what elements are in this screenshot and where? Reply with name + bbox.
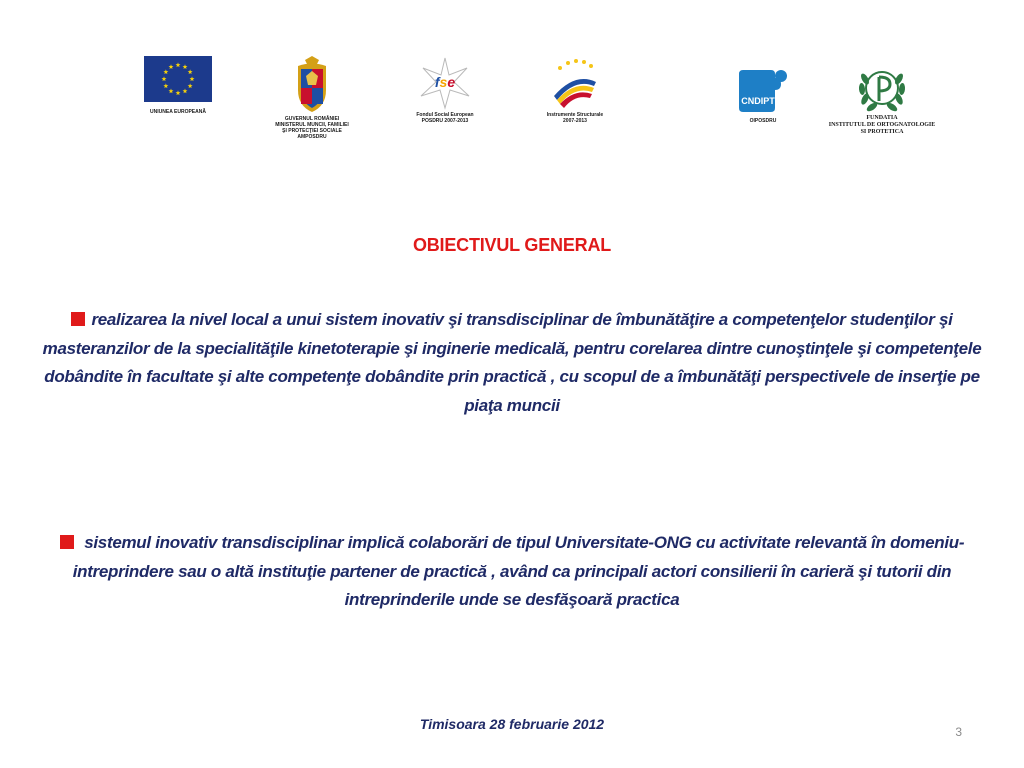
government-caption: GUVERNUL ROMÂNIEI MINISTERUL MUNCII, FAMILIEI ŞI PROTECŢIEI SOCIALE AMPOSDRU [275,116,349,140]
eu-logo [138,56,218,115]
cndipt-logo [733,68,793,124]
fse-caption: Fondul Social European POSDRU 2007-2013 [416,112,474,124]
slide-title: OBIECTIVUL GENERAL [412,235,612,255]
paragraph-2-text: sistemul inovativ transdisciplinar implică colaborări de tipul Universitate-ONG cu activitate relevantă în domeniu-intreprindere sau o altă instituţie partener de practică , având ca principali actori consilierii în carieră şi tutorii din intreprinderile unde se desfăşoară practica [72,533,965,609]
eu-caption: UNIUNEA EUROPEANĂ [150,109,206,115]
page-number: 3 [955,725,962,739]
paragraph-1-text: realizarea la nivel local a unui sistem inovativ şi transdisciplinar de îmbunătăţire a competenţelor studenţilor şi masteranzilor de la specialităţile kinetoterapie şi inginerie medicală, pentru corelarea dintre cunoştinţele şi competenţele dobândite în facultate şi alte competenţe dobândite prin practică , cu scopul de a îmbunătăţi perspectivele de inserţie pe piaţa muncii [42,310,982,415]
objective-paragraph-1 [40,306,984,420]
fse-logo [400,56,490,124]
fse-logo-text: fse [434,74,456,90]
coat-of-arms-icon [296,56,328,114]
instrumente-structurale-logo [530,56,620,124]
fse-star-icon [419,56,471,110]
cndipt-caption: OIPOSDRU [749,118,777,124]
fundatia-caption: FUNDATIA INSTITUTUL DE ORTOGNATOLOGIE SI PROTETICA [828,115,936,135]
fundatia-logo [818,63,946,136]
eu-flag-icon [144,56,212,102]
objective-paragraph-2 [40,529,984,615]
footer-date: Timisoara 28 februarie 2012 [419,716,605,732]
government-logo [262,56,362,140]
square-bullet-icon [71,312,85,326]
instrumente-structurale-icon [548,56,602,110]
laurel-wreath-icon [857,63,907,113]
square-bullet-icon [60,535,74,549]
cndipt-icon [737,68,789,114]
instrumente-structurale-caption: Instrumente Structurale 2007-2013 [546,112,604,124]
cndipt-logo-text: CNDIPT [741,96,775,106]
